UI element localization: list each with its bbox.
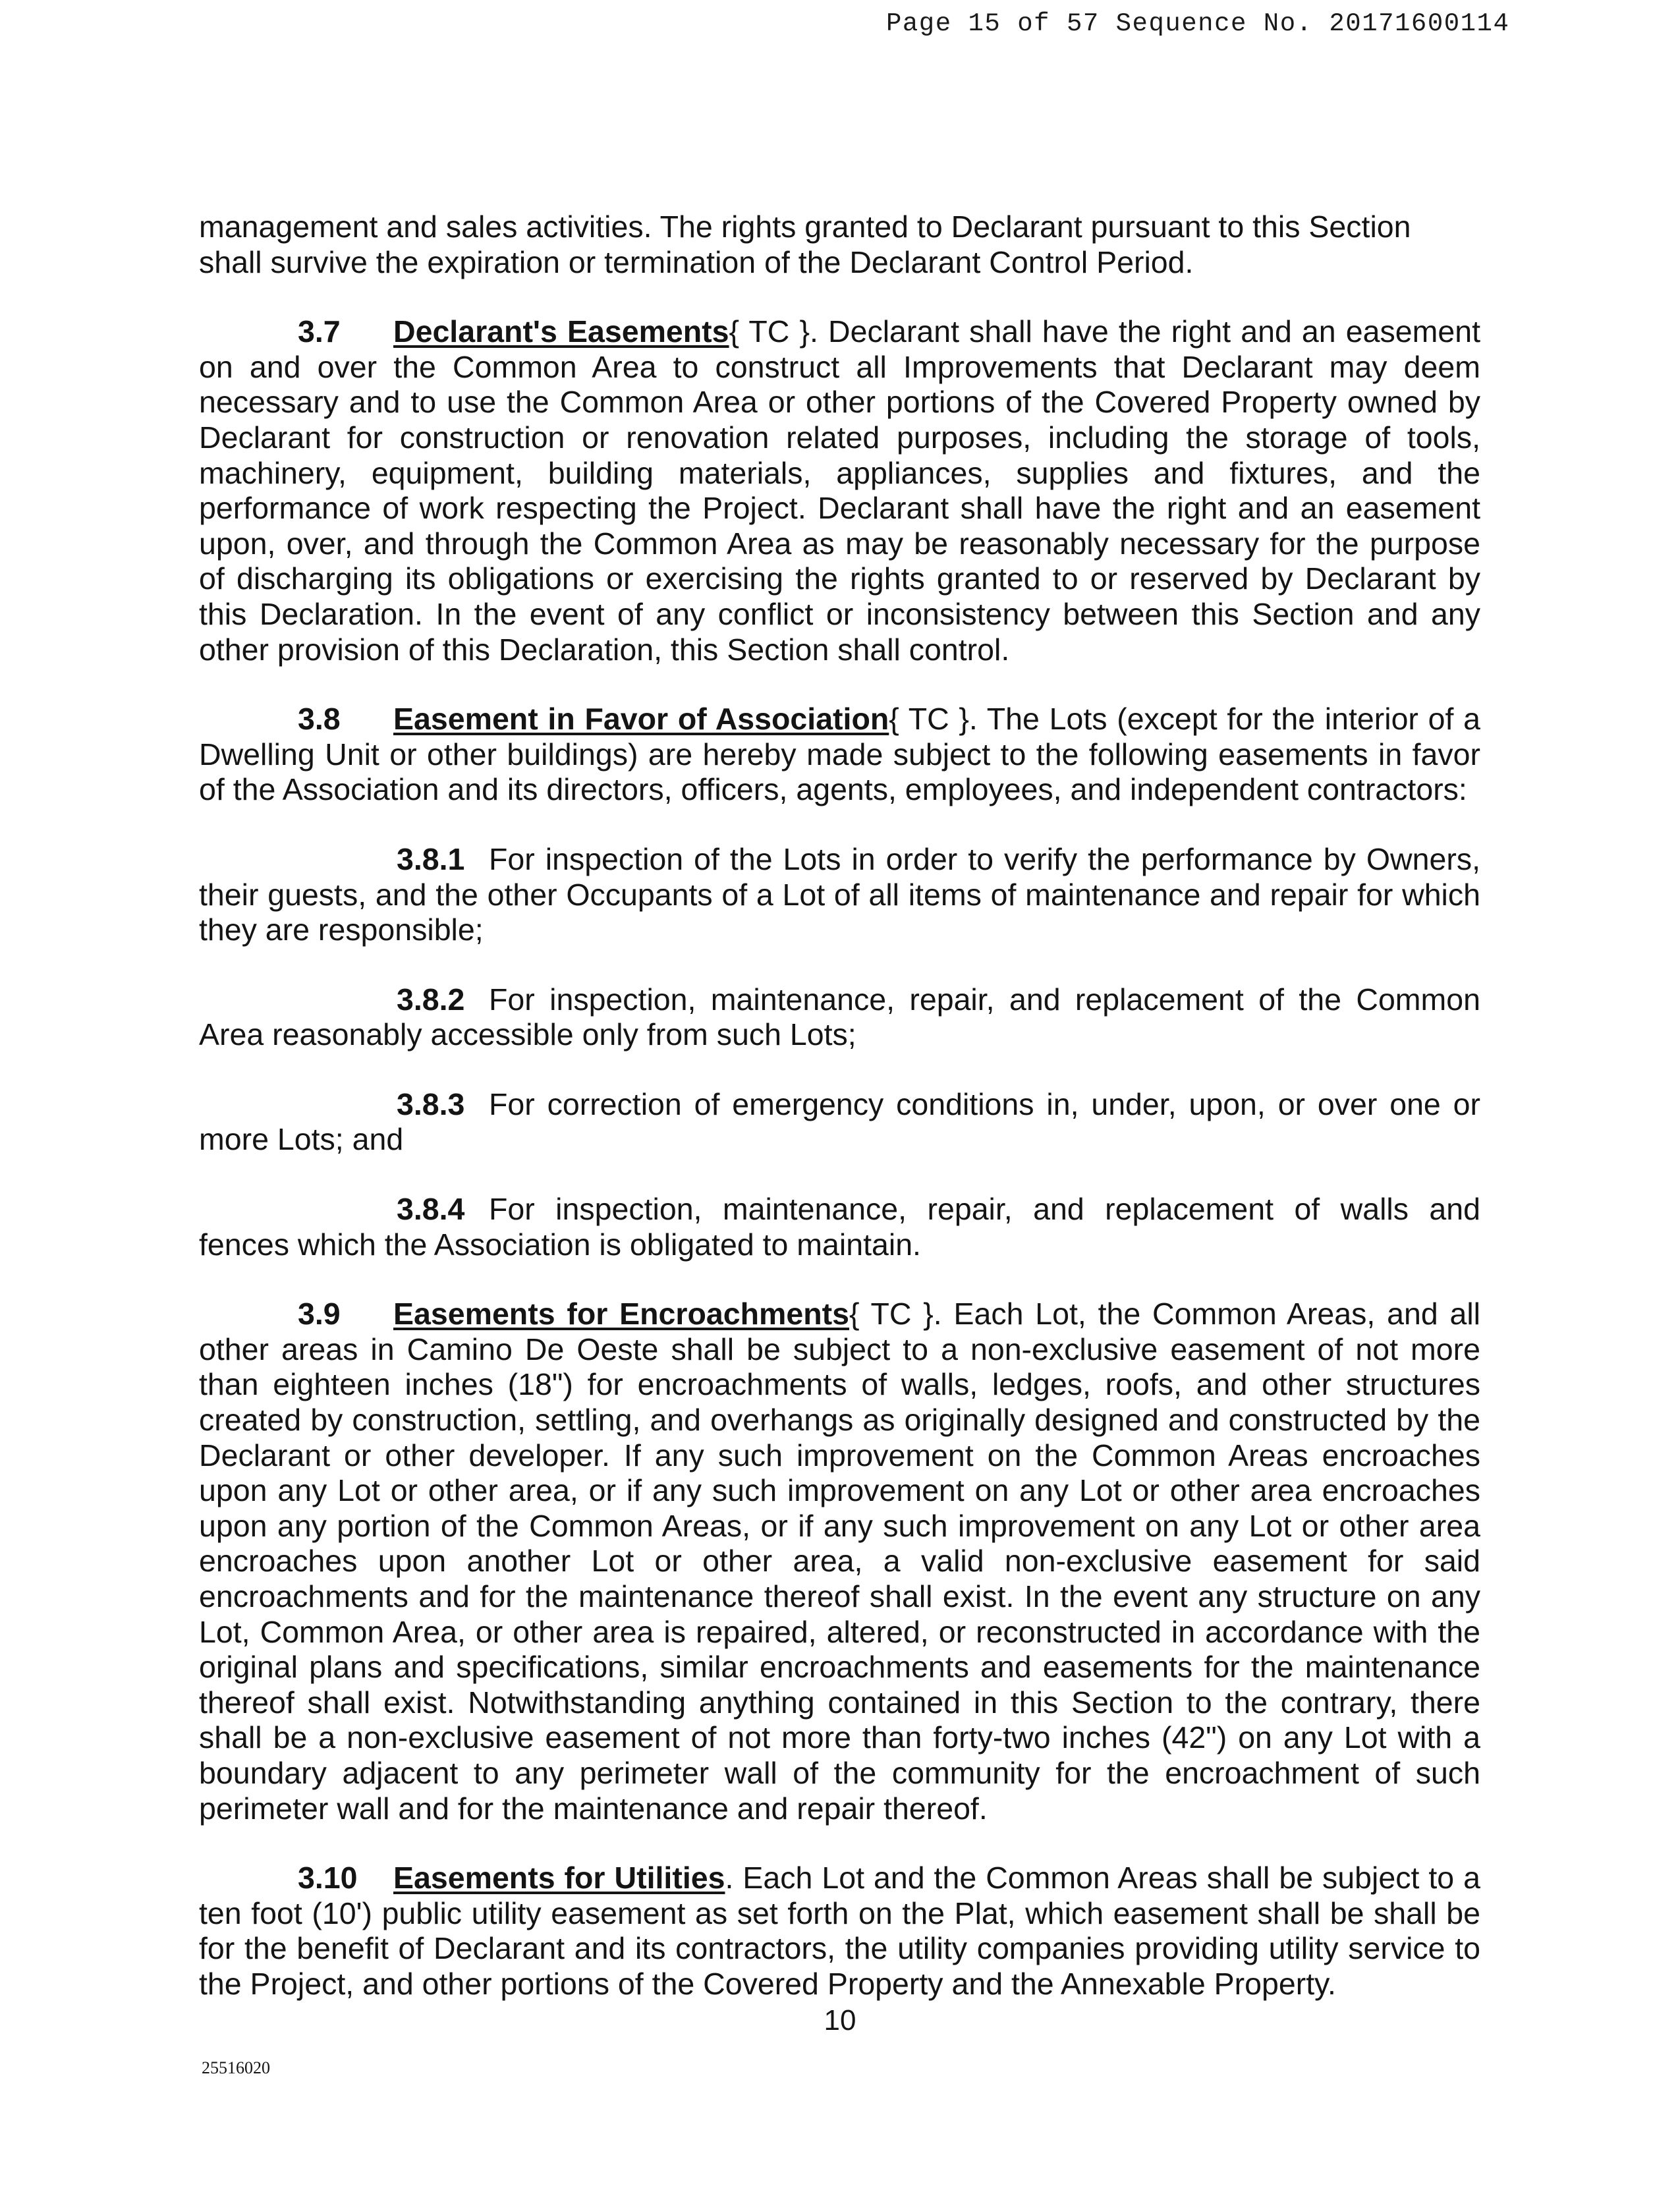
section-3-9 xyxy=(199,1297,1480,1826)
section-3-8-1 xyxy=(199,842,1480,948)
section-text: Each Lot, the Common Areas, and all other areas in Camino De Oeste shall be subject to a non-exclusive easement of not more than eighteen inches (18") for encroachments of walls, ledges, roofs, and other structures created by construction, settling, and overhangs as originally designed and constructed by the Declarant or other developer. If any such improvement on the Common Areas encroaches upon any Lot or other area, or if any such improvement on any Lot or other area encroaches upon any portion of the Common Areas, or if any such improvement on any Lot or other area encroaches upon another Lot or other area, a valid non-exclusive easement for said encroachments and for the maintenance thereof shall exist. In the event any structure on any Lot, Common Area, or other area is repaired, altered, or reconstructed in accordance with the original plans and specifications, similar encroachments and easements for the maintenance thereof shall exist. Notwithstanding anything contained in this Section to the contrary, there shall be a non-exclusive easement of not more than forty-two inches (42") on any Lot with a boundary adjacent to any perimeter wall of the community for the encroachment of such perimeter wall and for the maintenance and repair thereof. xyxy=(199,1297,1480,1826)
section-number: 3.10 xyxy=(298,1861,358,1895)
toc-marker: { TC }. xyxy=(889,702,978,737)
toc-marker: { TC }. xyxy=(849,1297,942,1332)
section-heading: Declarant's Easements xyxy=(393,314,729,349)
section-number: 3.8 xyxy=(298,702,341,737)
subsection-text: For inspection, maintenance, repair, and replacement of walls and fences which the Association is obligated to maintain. xyxy=(199,1192,1480,1262)
subsection-number: 3.8.4 xyxy=(397,1192,465,1227)
subsection-number: 3.8.2 xyxy=(397,982,465,1017)
section-heading: Easements for Utilities xyxy=(393,1861,725,1895)
section-3-7 xyxy=(199,314,1480,667)
subsection-text: For correction of emergency conditions in, under, upon, or over one or more Lots; and xyxy=(199,1086,1480,1157)
heading-period: . xyxy=(725,1861,734,1895)
page-number: 10 xyxy=(824,2004,856,2036)
section-heading: Easement in Favor of Association xyxy=(393,702,889,737)
subsection-text: For inspection of the Lots in order to verify the performance by Owners, their guests, and the other Occupants of a Lot of all items of maintenance and repair for which they are responsible; xyxy=(199,841,1480,947)
section-number: 3.7 xyxy=(298,314,341,349)
section-text: The Lots (except for the interior of a Dwelling Unit or other buildings) are hereby made subject to the following easements in favor of the Association and its directors, officers, agents, employees, and independent contractors: xyxy=(199,702,1481,807)
section-3-8-2 xyxy=(199,982,1480,1053)
document-body xyxy=(199,210,1480,2036)
subsection-number: 3.8.3 xyxy=(397,1086,465,1121)
subsection-text: For inspection, maintenance, repair, and replacement of the Common Area reasonably accessible only from such Lots; xyxy=(199,982,1480,1052)
section-3-8-4 xyxy=(199,1192,1480,1262)
section-text: Each Lot and the Common Areas shall be subject to a ten foot (10') public utility easement as set forth on the Plat, which easement shall be shall be for the benefit of Declarant and its contractors, the utility companies providing utility service to the Project, and other portions of the Covered Property and the Annexable Property. xyxy=(199,1861,1480,2001)
paragraph-continuation: management and sales activities. The rights granted to Declarant pursuant to this Section shall survive the expiration or termination of the Declarant Control Period. xyxy=(199,210,1411,279)
section-heading: Easements for Encroachments xyxy=(393,1297,849,1332)
document-id: 25516020 xyxy=(202,2058,270,2077)
section-number: 3.9 xyxy=(298,1297,341,1332)
section-text: Declarant shall have the right and an easement on and over the Common Area to construct all Improvements that Declarant may deem necessary and to use the Common Area or other portions of the Covered Property owned by Declarant for construction or renovation related purposes, including the storage of tools, machinery, equipment, building materials, appliances, supplies and fixtures, and the performance of work respecting the Project. Declarant shall have the right and an easement upon, over, and through the Common Area as may be reasonably necessary for the purpose of discharging its obligations or exercising the rights granted to or reserved by Declarant by this Declaration. In the event of any conflict or inconsistency between this Section and any other provision of this Declaration, this Section shall control. xyxy=(199,314,1480,667)
section-3-10 xyxy=(199,1861,1480,2002)
toc-marker: { TC }. xyxy=(729,314,818,349)
sequence-header: Page 15 of 57 Sequence No. 20171600114 xyxy=(886,9,1510,38)
section-3-8-3 xyxy=(199,1087,1480,1158)
section-3-8 xyxy=(199,702,1480,808)
subsection-number: 3.8.1 xyxy=(397,841,465,876)
